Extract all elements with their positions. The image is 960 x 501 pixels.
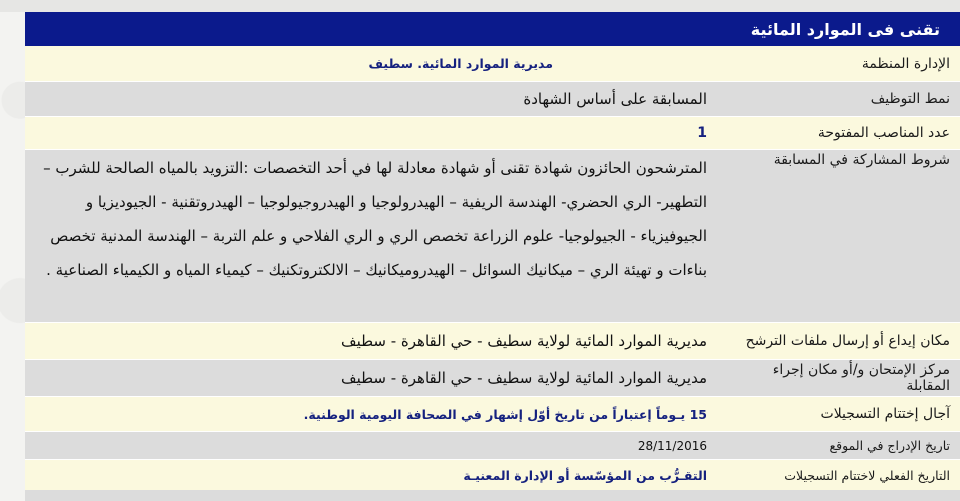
table-row xyxy=(25,360,960,397)
table-row xyxy=(25,397,960,432)
row-label: التاريخ الفعلي لاختتام التسجيلات xyxy=(784,468,950,483)
table-row xyxy=(25,46,960,82)
row-label: شروط المشاركة في المسابقة xyxy=(773,152,950,168)
recruitment-type: المسابقة على أساس الشهادة xyxy=(523,90,707,108)
top-strip xyxy=(0,0,960,12)
open-positions-count: 1 xyxy=(697,125,707,141)
table-row xyxy=(25,460,960,492)
row-label: مركز الإمتحان و/أو مكان إجراء المقابلة xyxy=(772,362,950,394)
registration-deadline: 15 يـوماً إعتباراً من تاريخ أوّل إشهار في الصحافة اليومية الوطنية. xyxy=(303,406,707,422)
table-header xyxy=(25,12,960,46)
row-label: نمط التوظيف xyxy=(870,91,950,107)
exam-center: مديرية الموارد المائية لولاية سطيف - حي القاهرة - سطيف xyxy=(341,369,707,387)
row-label: عدد المناصب المفتوحة xyxy=(817,125,950,141)
application-submission-place: مديرية الموارد المائية لولاية سطيف - حي القاهرة - سطيف xyxy=(341,332,707,350)
row-label: تاريخ الإدراج في الموقع xyxy=(829,438,950,453)
table-row xyxy=(25,432,960,460)
row-label: مكان إيداع أو إرسال ملفات الترشح xyxy=(745,333,950,349)
row-label: آجال إختتام التسجيلات xyxy=(820,406,950,422)
table-row xyxy=(25,323,960,360)
table-row xyxy=(25,150,960,323)
participation-conditions: المترشحون الحائزون شهادة تقنى أو شهادة معادلة لها في أحد التخصصات :التزويد بالمياه الصالحة للشرب – التطهير- الري الحضري- الهندسة الريفية – الهيدرولوجيا و الهيدروجيولوجيا – الهيدروتقنية - الجيوديزيا و الجيوفيزياء - الجيولوجيا- علوم الزراعة تخصص الري و الري الفلاحي و علم التربة – الهندسة المدنية تخصص بناءات و تهيئة الري – ميكانيك السوائل – الهيدروميكانيك – الالكتروتكنيك – كيمياء المياه و الكيمياء الصناعية . xyxy=(43,159,707,279)
actual-registration-close: التقـرُّب من المؤسّسة أو الإدارة المعنيـة xyxy=(463,468,707,483)
table-row xyxy=(25,117,960,150)
row-label: الإدارة المنظمة xyxy=(861,55,950,72)
bottom-strip xyxy=(25,490,960,501)
job-title: تقنى فى الموارد المائية xyxy=(750,19,940,39)
organizing-administration: مديرية الموارد المائية. سطيف xyxy=(368,56,553,71)
posting-date: 28/11/2016 xyxy=(637,438,707,453)
job-details-table xyxy=(25,12,960,492)
table-row xyxy=(25,82,960,117)
